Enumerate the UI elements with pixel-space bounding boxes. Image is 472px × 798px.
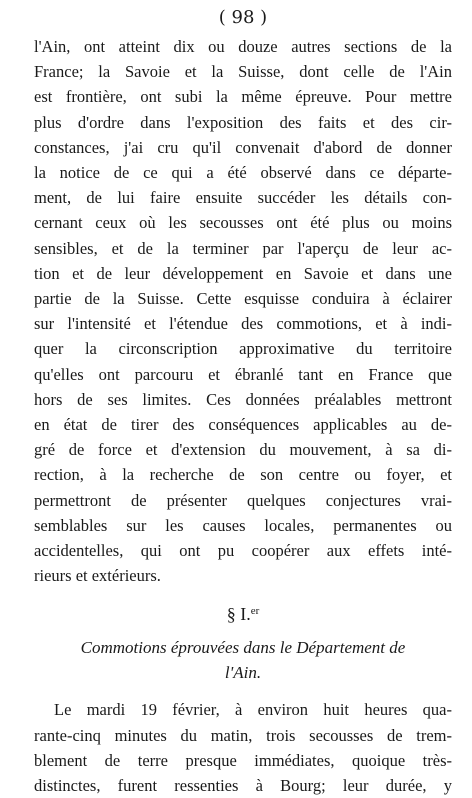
paragraph-second [34,697,452,798]
text-line: la notice de ce qui a été observé dans ce départe- [34,163,452,183]
text-line: tion et de leur développement en Savoie et dans une [34,263,452,283]
text-line: sensibles, et de la terminer par l'aperçu de leur ac- [34,238,452,258]
section-label: § I. [226,604,251,625]
section-superscript: er [250,605,260,618]
text-line: rante-cinq minutes du matin, trois secousses de trem- [34,725,452,745]
text-line: rieurs et extérieurs. [34,566,161,586]
text-line: partie de la Suisse. Cette esquisse conduira à éclairer [34,289,452,309]
text-line: cernant ceux où les secousses ont été plus ou moins [34,213,452,233]
paragraph-main [34,34,452,588]
text-line: qu'elles ont parcouru et ébranlé tant en France que [34,364,452,384]
text-line: l'Ain, ont atteint dix ou douze autres sections de la [34,37,452,56]
section-heading [34,598,452,627]
text-line: en état de tirer des conséquences applicables au de- [34,415,452,435]
text-line: sur l'intensité et l'étendue des commotions, et à indi- [34,314,452,334]
text-line: France; la Savoie et la Suisse, dont celle de l'Ain [34,62,452,82]
text-line: Le mardi 19 février, à environ huit heures qua- [54,700,452,720]
text-line: quer la circonscription approximative du territoire [34,339,452,359]
text-line: l'Ain. [224,663,262,683]
page-number: ( 98 ) [218,7,268,28]
text-line: est frontière, ont subi la même épreuve. Pour mettre [34,87,452,107]
text-line: semblables sur les causes locales, permanentes ou [34,515,452,535]
text-line: distinctes, furent ressenties à Bourg; leur durée, y [34,776,452,796]
section-subtitle [34,635,452,685]
text-line: permettront de présenter quelques conjectures vrai- [34,490,452,510]
text-line: plus d'ordre dans l'exposition des faits et des cir- [34,112,452,132]
text-line: Commotions éprouvées dans le Département de [80,638,406,658]
text-line: gré de force et d'extension du mouvement, à sa di- [34,440,452,460]
text-line: constances, j'ai cru qu'il convenait d'abord de donner [34,137,452,157]
text-line: accidentelles, qui ont pu coopérer aux effets inté- [34,541,452,561]
text-line: blement de terre presque immédiates, quoique très- [34,750,452,770]
text-line: rection, à la recherche de son centre ou foyer, et [34,465,452,485]
text-line: ment, de lui faire ensuite succéder les détails con- [34,188,452,208]
text-line: hors de ses limites. Ces données préalables mettront [34,389,452,409]
